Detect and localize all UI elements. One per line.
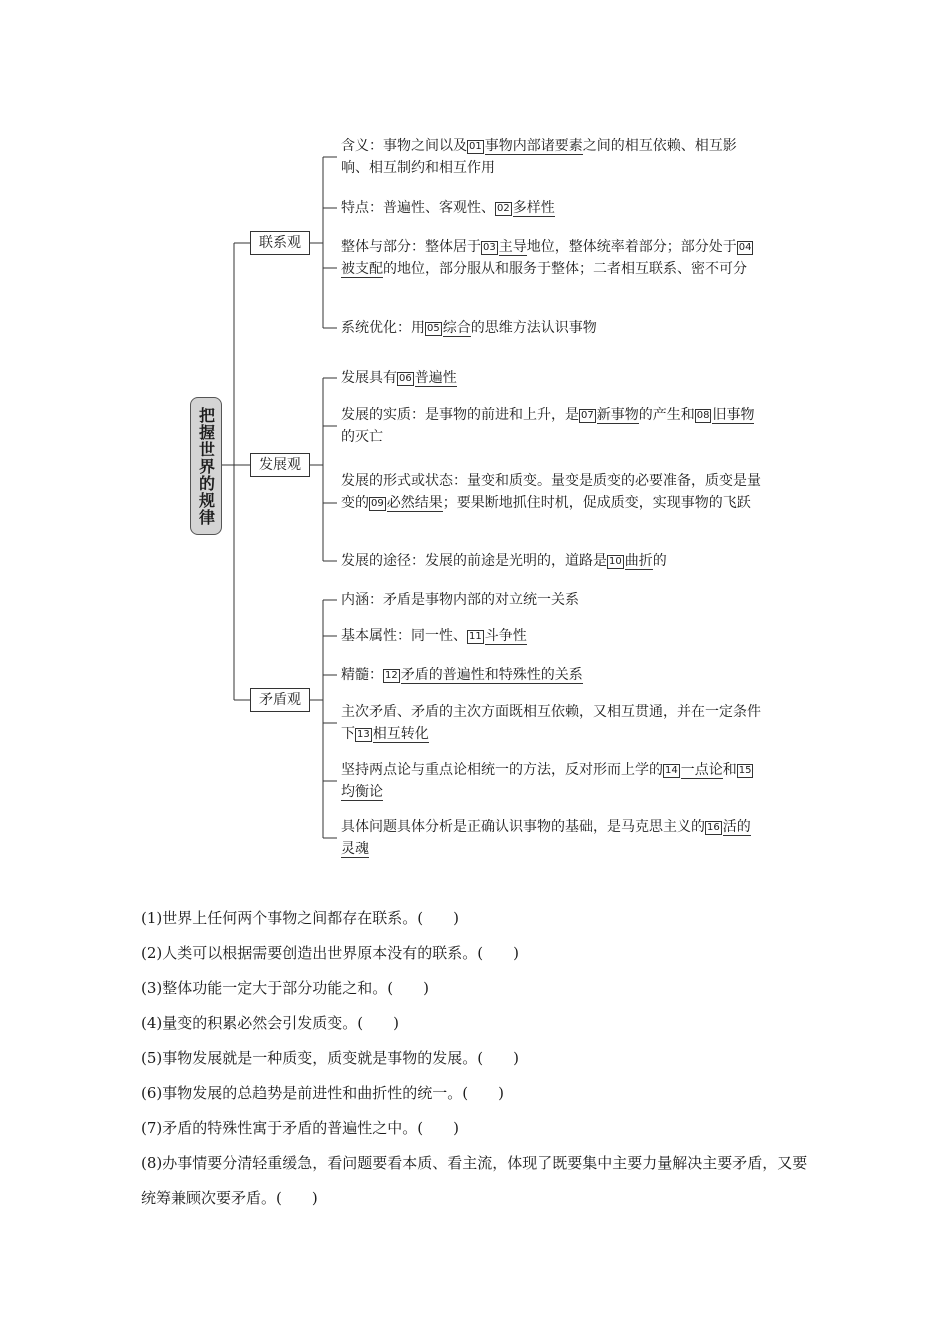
- answer-text: 必然结果: [386, 495, 443, 511]
- blank-number-badge: 05: [427, 323, 440, 334]
- blank-number-badge: 16: [707, 822, 720, 833]
- answer-text: 相互转化: [372, 726, 429, 742]
- leaf-text: 发展的形式或状态：量变和质变。量变是质变的必要准备，质变是量变的: [341, 473, 761, 511]
- leaf-item: [341, 550, 761, 572]
- leaf-item: [341, 404, 761, 448]
- answer-text: 曲折: [624, 553, 653, 569]
- leaf-item: [341, 367, 761, 389]
- leaf-text: 的: [652, 553, 667, 569]
- leaf-text: 内涵：矛盾是事物内部的对立统一关系: [341, 592, 579, 608]
- leaf-item: [341, 317, 761, 339]
- judgment-question-2: (2)人类可以根据需要创造出世界原本没有的联系。( ): [141, 944, 519, 962]
- leaf-text: 基本属性：同一性、: [341, 628, 467, 644]
- judgment-question-8: (8)办事情要分清轻重缓急，看问题要看本质、看主流，体现了既要集中主要力量解决主要矛盾，又要统筹兼顾次要矛盾。( ): [141, 1154, 808, 1207]
- leaf-text: 的思维方法认识事物: [470, 320, 597, 336]
- answer-text: 被支配: [341, 261, 383, 277]
- judgment-question-3: (3)整体功能一定大于部分功能之和。( ): [141, 979, 429, 997]
- answer-text: 事物内部诸要素: [484, 138, 583, 154]
- leaf-text: 的灭亡: [341, 429, 383, 445]
- leaf-text: 特点：普遍性、客观性、: [341, 200, 495, 216]
- blank-number-badge: 12: [385, 670, 398, 681]
- leaf-item: [341, 816, 761, 860]
- leaf-item: [341, 664, 761, 686]
- leaf-text: 整体与部分：整体居于: [341, 239, 481, 255]
- leaf-item: [341, 197, 761, 219]
- mind-map-root: [190, 397, 222, 535]
- answer-text: 新事物: [596, 407, 639, 423]
- branch-connection-view: 联系观: [250, 231, 310, 255]
- blank-number-badge: 13: [357, 729, 370, 740]
- judgment-question-6: (6)事物发展的总趋势是前进性和曲折性的统一。( ): [141, 1084, 504, 1102]
- root-label: 把握世界的规律: [196, 406, 216, 526]
- leaf-text: 精髓：: [341, 667, 383, 683]
- leaf-text: 之间的相互依赖、相互影响、相互制约和相互作用: [341, 138, 737, 176]
- answer-text: 活的灵魂: [341, 819, 751, 857]
- leaf-text: ；要果断地抓住时机，促成质变，实现事物的飞跃: [442, 495, 751, 511]
- leaf-item: [341, 236, 761, 280]
- judgment-question-7: (7)矛盾的特殊性寓于矛盾的普遍性之中。( ): [141, 1119, 459, 1137]
- blank-number-badge: 11: [469, 631, 482, 642]
- blank-number-badge: 06: [399, 373, 412, 384]
- leaf-item: [341, 701, 761, 745]
- leaf-item: [341, 589, 761, 611]
- leaf-text: 的地位，部分服从和服务于整体；二者相互联系、密不可分: [383, 261, 747, 277]
- leaf-text: 和: [722, 762, 737, 778]
- leaf-text: 主次矛盾、矛盾的主次方面既相互依赖，又相互贯通，并在一定条件下: [341, 704, 761, 742]
- judgment-question-4: (4)量变的积累必然会引发质变。( ): [141, 1014, 399, 1032]
- leaf-text: 含义：事物之间以及: [341, 138, 467, 154]
- leaf-text: 发展的实质：是事物的前进和上升，是: [341, 407, 579, 423]
- answer-text: 多样性: [512, 200, 555, 216]
- blank-number-badge: 02: [497, 203, 510, 214]
- answer-text: 普遍性: [414, 370, 457, 386]
- branch-contradiction-view: 矛盾观: [250, 688, 310, 712]
- leaf-item: [341, 135, 761, 179]
- leaf-item: [341, 470, 761, 514]
- leaf-text: 具体问题具体分析是正确认识事物的基础，是马克思主义的: [341, 819, 705, 835]
- leaf-text: 发展的途径：发展的前途是光明的，道路是: [341, 553, 607, 569]
- leaf-text: 地位，整体统率着部分；部分处于: [526, 239, 737, 255]
- leaf-text: 系统优化：用: [341, 320, 425, 336]
- leaf-text: 发展具有: [341, 370, 397, 386]
- answer-text: 旧事物: [712, 407, 755, 423]
- answer-text: 斗争性: [484, 628, 527, 644]
- blank-number-badge: 15: [738, 765, 752, 776]
- judgment-question-5: (5)事物发展就是一种质变，质变就是事物的发展。( ): [141, 1049, 519, 1067]
- answer-text: 均衡论: [341, 784, 383, 800]
- blank-number-badge: 04: [738, 242, 752, 253]
- blank-number-badge: 09: [371, 498, 384, 509]
- branch-development-view: 发展观: [250, 453, 310, 477]
- judgment-question-1: (1)世界上任何两个事物之间都存在联系。( ): [141, 909, 459, 927]
- blank-number-badge: 10: [609, 556, 622, 567]
- leaf-item: [341, 759, 761, 803]
- blank-number-badge: 01: [469, 141, 482, 152]
- answer-text: 一点论: [680, 762, 723, 778]
- blank-number-badge: 14: [665, 765, 678, 776]
- leaf-text: 的产生和: [638, 407, 695, 423]
- answer-text: 综合: [442, 320, 471, 336]
- answer-text: 主导: [498, 239, 527, 255]
- blank-number-badge: 03: [483, 242, 496, 253]
- blank-number-badge: 07: [581, 410, 594, 421]
- leaf-text: 坚持两点论与重点论相统一的方法，反对形而上学的: [341, 762, 663, 778]
- answer-text: 矛盾的普遍性和特殊性的关系: [400, 667, 583, 683]
- blank-number-badge: 08: [696, 410, 710, 421]
- leaf-item: [341, 625, 761, 647]
